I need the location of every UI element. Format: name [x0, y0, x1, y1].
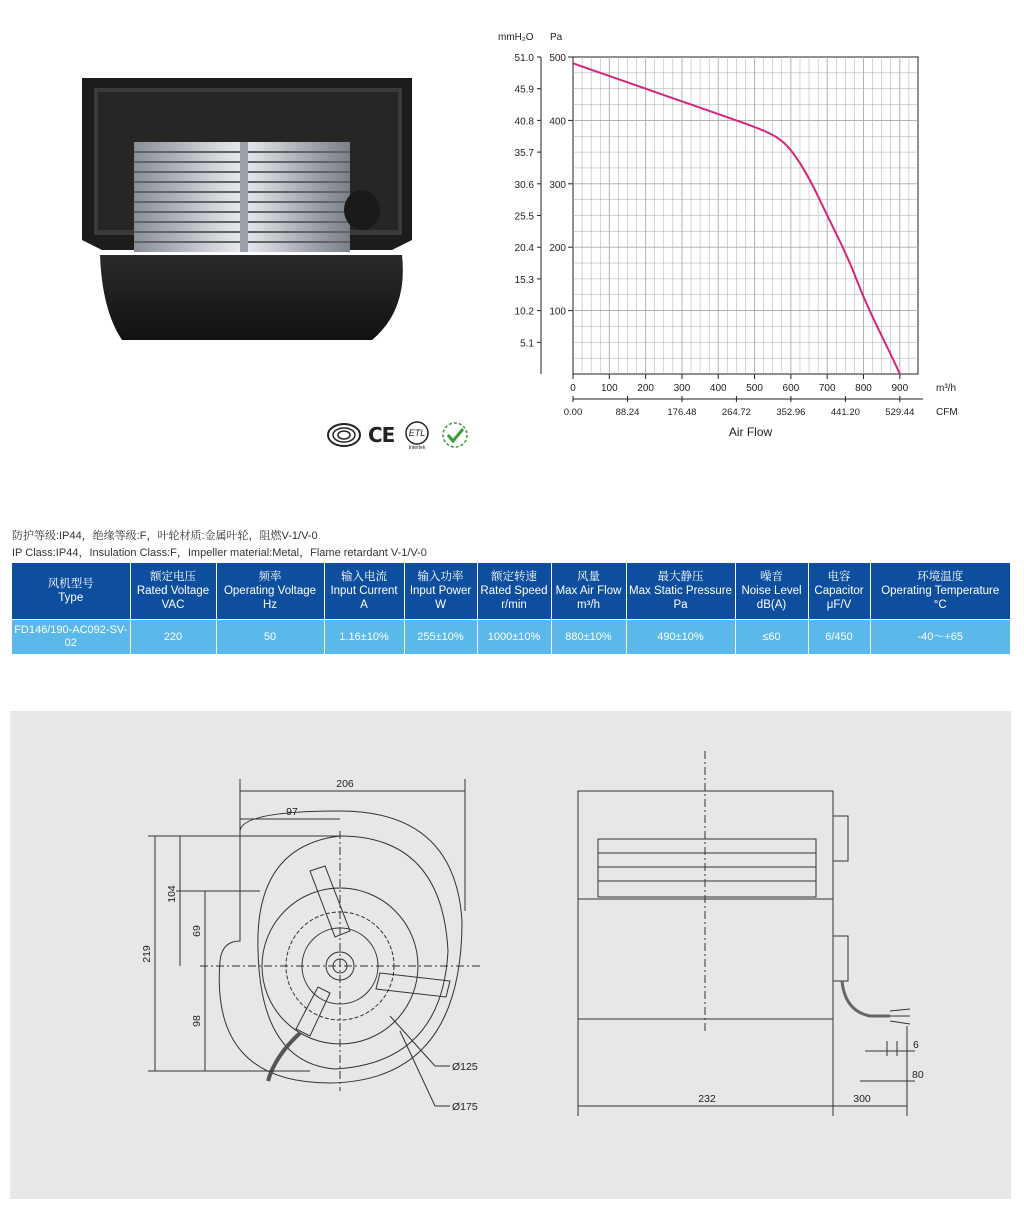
spec-header-unit: m³/h	[577, 599, 600, 611]
spec-header-cell	[130, 563, 216, 620]
chart-x-tick-label: 400	[709, 383, 727, 394]
spec-cell: 220	[130, 620, 216, 655]
spec-cell: 880±10%	[551, 620, 626, 655]
spec-header-cell	[216, 563, 324, 620]
table-row	[12, 620, 1010, 655]
performance-curve-chart	[488, 22, 1008, 452]
spec-header-en: Max Static Pressure	[629, 585, 732, 597]
chart-x-tick-label: 900	[891, 383, 909, 394]
spec-header-cell	[808, 563, 870, 620]
chart-y-tick-label: 300	[549, 179, 566, 191]
chart-x-unit: m³/h	[936, 383, 956, 394]
front-view-housing	[219, 811, 462, 1083]
chart-x2-tick-label: 529.44	[885, 407, 915, 418]
spec-cell: 1000±10%	[477, 620, 551, 655]
spec-cell: 6/450	[808, 620, 870, 655]
side-view-motor-terminal	[833, 936, 848, 981]
spec-header-unit: VAC	[161, 599, 185, 611]
chart-left-tick-label: 40.8	[514, 116, 534, 128]
chart-y-tick-label: 400	[549, 116, 566, 128]
spec-header-unit: dB(A)	[756, 599, 787, 611]
dim-6: 6	[913, 1039, 919, 1051]
chart-x-tick-label: 600	[782, 383, 800, 394]
chart-left-tick-label: 20.4	[514, 243, 534, 255]
spec-header-unit: Hz	[262, 599, 278, 611]
chart-x2-tick-label: 0.00	[563, 407, 583, 418]
chart-axes	[537, 57, 923, 402]
dim-104: 104	[166, 885, 178, 903]
chart-y-tick-label: 200	[549, 243, 566, 255]
chart-left-tick-label: 30.6	[514, 179, 534, 191]
chart-x-tick-label: 100	[600, 383, 618, 394]
dim-219: 219	[141, 945, 153, 963]
chart-left-tick-label: 15.3	[514, 274, 534, 286]
chart-x-tick-label: 200	[637, 383, 654, 394]
spec-cell: 490±10%	[626, 620, 735, 655]
spec-cell: 1.16±10%	[324, 620, 404, 655]
spec-header-cn: 额定转速	[491, 571, 537, 583]
chart-x2-tick-label: 176.48	[667, 407, 697, 418]
etl-logo-text: ETL	[409, 428, 426, 438]
spec-cell: -40～+65	[870, 620, 1010, 655]
spec-header-cell	[404, 563, 477, 620]
technical-drawing	[10, 711, 1011, 1199]
chart-x-tick-label: 300	[673, 383, 691, 394]
spec-header-cell	[12, 563, 130, 620]
spec-header-cn: 输入功率	[417, 571, 464, 583]
spec-header-en: Type	[58, 592, 84, 604]
ccc-logo	[326, 422, 362, 448]
dim-97: 97	[286, 806, 298, 818]
spec-header-cn: 风机型号	[47, 578, 94, 590]
chart-x2-tick-label: 352.96	[776, 407, 806, 418]
chart-y-unit-right: Pa	[550, 32, 563, 43]
spec-header-en: Operating Voltage	[223, 585, 317, 597]
spec-header-unit: A	[360, 599, 368, 611]
spec-header-unit: W	[435, 599, 446, 611]
certification-logos	[326, 420, 486, 450]
spec-header-cn: 输入电流	[341, 571, 387, 583]
chart-x2-tick-label: 441.20	[830, 407, 860, 418]
spec-cell: FD146/190-AC092-SV-02	[12, 620, 130, 655]
spec-header-unit: r/min	[501, 599, 527, 611]
spec-header-cell	[626, 563, 735, 620]
green-check-logo	[440, 420, 470, 450]
front-view-inner-scroll	[258, 836, 448, 1069]
spec-header-cn: 频率	[258, 571, 282, 583]
spec-header-cell	[870, 563, 1010, 620]
chart-left-tick-label: 25.5	[514, 211, 534, 223]
chart-y-unit-left: mmH₂O	[498, 32, 534, 43]
spec-header-en: Input Power	[409, 585, 472, 597]
spec-header-unit: °C	[933, 599, 947, 611]
dim-d175: Ø175	[452, 1101, 478, 1113]
chart-x-tick-label: 0	[570, 383, 576, 394]
chart-x-tick-label: 500	[746, 383, 763, 394]
spec-notes	[12, 528, 1012, 562]
spec-header-cn: 最大静压	[657, 571, 704, 583]
spec-header-cn: 环境温度	[917, 571, 964, 583]
front-view-bracket-top	[310, 866, 350, 937]
ce-mark: CE	[368, 423, 395, 447]
etl-logo-subtext: Intertek	[409, 445, 426, 450]
dim-300: 300	[853, 1093, 871, 1105]
spec-table-header-row	[12, 563, 1010, 620]
chart-left-tick-label: 45.9	[514, 84, 534, 96]
spec-header-en: Input Current	[330, 585, 398, 597]
front-view-bracket-left	[296, 987, 330, 1036]
chart-left-tick-label: 5.1	[520, 338, 534, 350]
chart-x-tick-label: 700	[818, 383, 836, 394]
spec-header-cn: 电容	[827, 571, 851, 583]
spec-cell: 50	[216, 620, 324, 655]
spec-header-cell	[551, 563, 626, 620]
chart-y-tick-label: 100	[549, 306, 566, 318]
spec-cell: ≤60	[735, 620, 808, 655]
spec-header-cell	[324, 563, 404, 620]
spec-table	[12, 563, 1010, 654]
spec-header-en: Max Air Flow	[555, 585, 622, 597]
dim-232: 232	[698, 1093, 716, 1105]
dim-80: 80	[912, 1069, 924, 1081]
spec-header-en: Rated Speed	[480, 585, 548, 597]
spec-header-en: Noise Level	[741, 585, 802, 597]
spec-cell: 255±10%	[404, 620, 477, 655]
dim-206: 206	[336, 778, 354, 790]
spec-header-unit: μF/V	[826, 599, 852, 611]
chart-left-tick-label: 10.2	[514, 306, 534, 318]
spec-header-en: Rated Voltage	[136, 585, 210, 597]
spec-header-cn: 噪音	[760, 571, 783, 583]
spec-header-cn: 风量	[577, 571, 600, 583]
spec-header-en: Capacitor	[814, 585, 864, 597]
dim-69: 69	[191, 925, 203, 937]
dim-d125: Ø125	[452, 1061, 478, 1073]
chart-x-tick-label: 800	[855, 383, 872, 394]
side-view-wire	[842, 981, 890, 1016]
chart-labels	[498, 32, 958, 439]
chart-left-tick-label: 51.0	[514, 53, 534, 64]
spec-header-cn: 额定电压	[150, 571, 196, 583]
fan-product-photo	[72, 70, 422, 360]
chart-left-tick-label: 35.7	[514, 148, 534, 160]
front-view-bracket-right	[376, 973, 450, 997]
notes-line-cn: 防护等级:IP44，绝缘等级:F，叶轮材质:金属叶轮，阻燃V-1/V-0	[12, 530, 318, 542]
chart-x-label: Air Flow	[728, 425, 773, 439]
spec-header-en: Operating Temperature	[881, 585, 1000, 597]
spec-header-unit: Pa	[673, 599, 688, 611]
notes-line-en: IP Class:IP44，Insulation Class:F，Impeller material:Metal，Flame retardant V-1/V-0	[12, 547, 427, 559]
spec-header-cell	[735, 563, 808, 620]
chart-x2-tick-label: 264.72	[721, 407, 751, 418]
etl-logo	[400, 420, 434, 450]
dim-98: 98	[191, 1015, 203, 1027]
chart-y-tick-label: 500	[549, 53, 566, 64]
chart-grid	[573, 57, 918, 374]
spec-header-cell	[477, 563, 551, 620]
chart-x2-tick-label: 88.24	[615, 407, 640, 418]
chart-x2-unit: CFM	[936, 407, 958, 418]
